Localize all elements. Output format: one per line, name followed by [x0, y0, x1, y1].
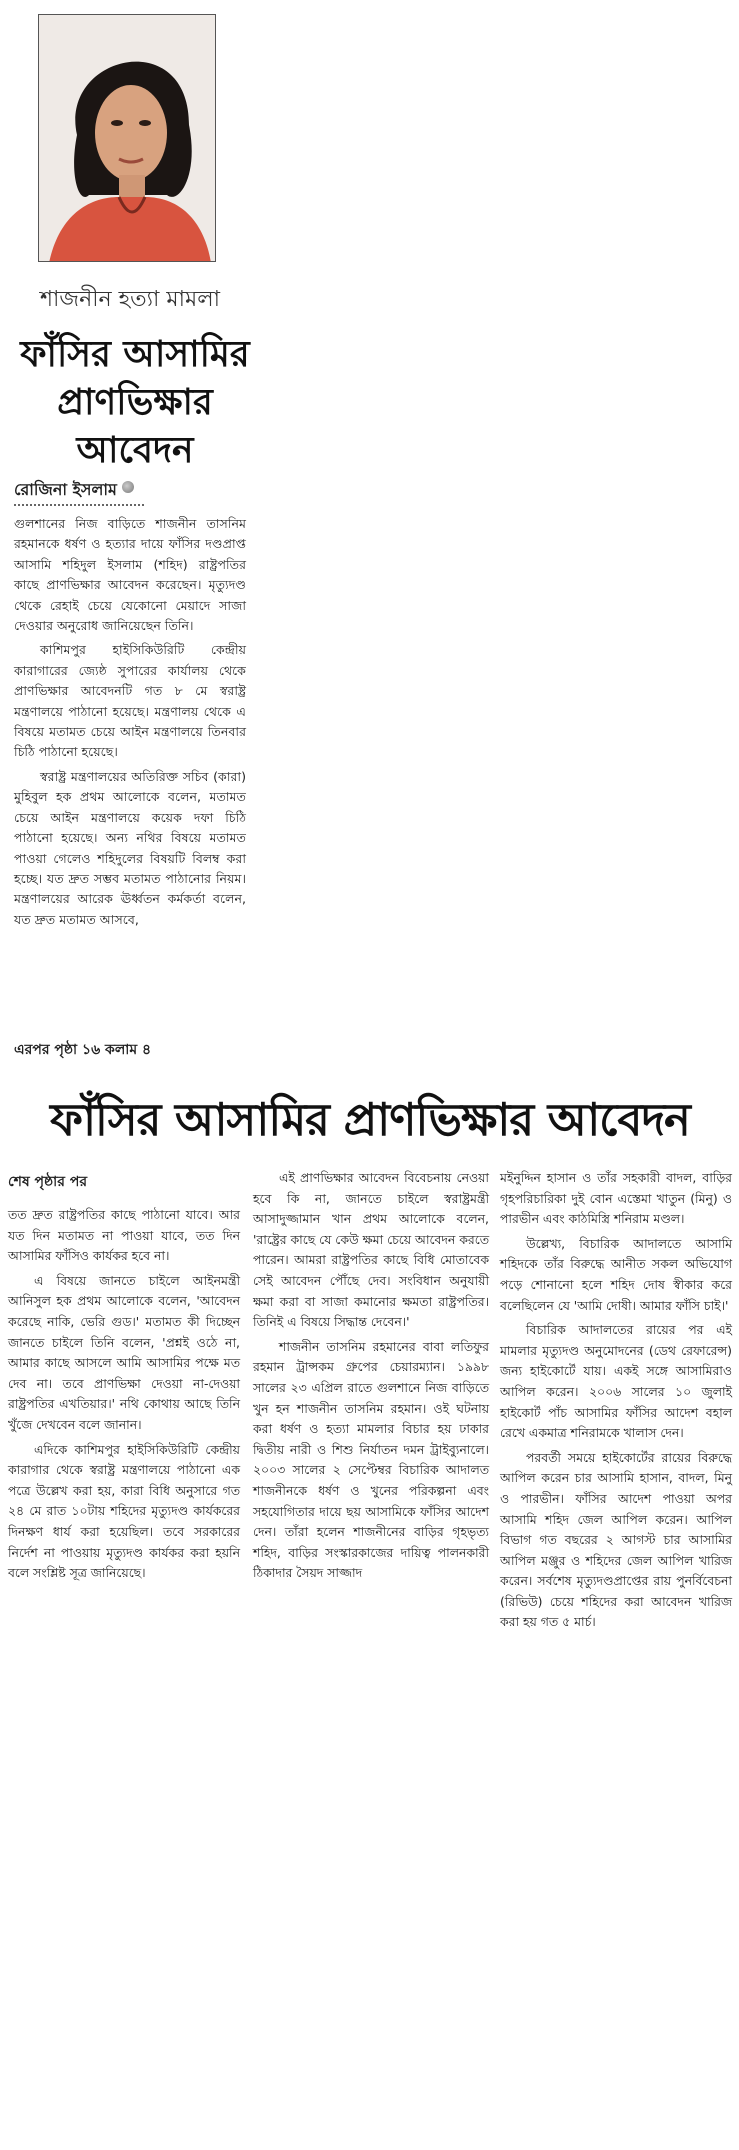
portrait-illustration — [39, 15, 216, 262]
continuation-label: শেষ পৃষ্ঠার পর — [8, 1174, 88, 1190]
article-kicker: শাজনীন হত্যা মামলা — [39, 287, 221, 312]
body-paragraph: এই প্রাণভিক্ষার আবেদন বিবেচনায় নেওয়া হবে কি না, জানতে চাইলে স্বরাষ্ট্রমন্ত্রী আসাদুজ্জামান খান প্রথম আলোকে বলেন, 'রাষ্ট্রের কাছে যে কেউ ক্ষমা চেয়ে আবেদন করতে পারেন। আমরা রাষ্ট্রপতির কাছে বিধি মোতাবেক সেই আবেদন পৌঁছে দেব। সংবিধান অনুযায়ী ক্ষমা করা বা সাজা কমানোর ক্ষমতা রাষ্ট্রপতির। তিনিই এ বিষয়ে সিদ্ধান্ত দেবেন।' — [253, 1170, 489, 1330]
body-paragraph: এ বিষয়ে জানতে চাইলে আইনমন্ত্রী আনিসুল হক প্রথম আলোকে বলেন, 'আবেদন করেছে নাকি, ভেরি গুড।' মতামত কী দিচ্ছেন জানতে চাইলে তিনি বলেন, 'প্রশ্নই ওঠে না, আমার কাছে আসলে আমি আসামির পক্ষে মত দেব না। তবে প্রাণভিক্ষা দেওয়া না-দেওয়া রাষ্ট্রপতির এখতিয়ার।' নথি কোথায় আছে তিনি খুঁজে দেখবেন বলে জানান। — [8, 1272, 240, 1432]
jump-line: এরপর পৃষ্ঠা ১৬ কলাম ৪ — [14, 1042, 152, 1058]
body-paragraph: তত দ্রুত রাষ্ট্রপতির কাছে পাঠানো যাবে। আর যত দিন মতামত না পাওয়া যাবে, তত দিন আসামির ফাঁসিও কার্যকর হবে না। — [8, 1207, 240, 1264]
continuation-column-1 — [8, 1205, 240, 1588]
body-paragraph: গুলশানের নিজ বাড়িতে শাজনীন তাসনিম রহমানকে ধর্ষণ ও হত্যার দায়ে ফাঁসির দণ্ডপ্রাপ্ত আসামি শহিদুল ইসলাম (শহিদ) রাষ্ট্রপতির কাছে প্রাণভিক্ষার আবেদন করেছেন। মৃত্যুদণ্ড থেকে রেহাই চেয়ে যেকোনো মেয়াদে সাজা দেওয়ার অনুরোধ জানিয়েছেন তিনি। — [14, 516, 246, 634]
continuation-column-2 — [253, 1168, 489, 1588]
article-body-column — [14, 514, 246, 934]
body-paragraph: পরবর্তী সময়ে হাইকোর্টের রায়ের বিরুদ্ধে আপিল করেন চার আসামি হাসান, বাদল, মিনু ও পারভীন। ফাঁসির আদেশ পাওয়া অপর আসামি শহিদ জেল আপিল করেন। আপিল বিভাগ গত বছরের ২ আগস্ট চার আসামির আপিল মঞ্জুর ও শহিদের জেল আপিল খারিজ করেন। সর্বশেষ মৃত্যুদণ্ডপ্রাপ্তের রায় পুনর্বিবেচনা (রিভিউ) চেয়ে শহিদের করা আবেদন খারিজ করা হয় গত ৫ মার্চ। — [500, 1449, 732, 1630]
headline-line: আবেদন — [76, 429, 194, 471]
continuation-headline: ফাঁসির আসামির প্রাণভিক্ষার আবেদন — [50, 1093, 690, 1146]
continuation-column-3 — [500, 1168, 732, 1637]
body-paragraph: এদিকে কাশিমপুর হাইসিকিউরিটি কেন্দ্রীয় কারাগার থেকে স্বরাষ্ট্র মন্ত্রণালয়ে পাঠানো এক পত্রে উল্লেখ করা হয়, কারা বিধি অনুসারে গত ২৪ মে রাত ১০টায় শহিদের মৃত্যুদণ্ড কার্যকরের দিনক্ষণ ধার্য করা হয়েছিল। তবে সরকারের নির্দেশ না পাওয়ায় মৃত্যুদণ্ড কার্যকর করা হয়নি বলে সংশ্লিষ্ট সূত্র জানিয়েছে। — [8, 1441, 240, 1581]
body-paragraph: মইনুদ্দিন হাসান ও তাঁর সহকারী বাদল, বাড়ির গৃহপরিচারিকা দুই বোন এস্তেমা খাতুন (মিনু) ও পারভীন এবং কাঠমিস্ত্রি শনিরাম মণ্ডল। — [500, 1170, 732, 1227]
body-paragraph: বিচারিক আদালতের রায়ের পর এই মামলার মৃত্যুদণ্ড অনুমোদনের (ডেথ রেফারেন্স) জন্য হাইকোর্টে যায়। একই সঙ্গে আসামিরাও আপিল করেন। ২০০৬ সালের ১০ জুলাই হাইকোর্ট পাঁচ আসামির ফাঁসির আদেশ বহাল রেখে একমাত্র শনিরামকে খালাস দেন। — [500, 1322, 732, 1441]
body-paragraph: কাশিমপুর হাইসিকিউরিটি কেন্দ্রীয় কারাগারের জ্যেষ্ঠ সুপারের কার্যালয় থেকে প্রাণভিক্ষার আবেদনটি গত ৮ মে স্বরাষ্ট্র মন্ত্রণালয়ে পাঠানো হয়েছে। মন্ত্রণালয় থেকে এ বিষয়ে মতামত চেয়ে আইন মন্ত্রণালয়ে তিনবার চিঠি পাঠানো হয়েছে। — [14, 642, 246, 760]
byline: রোজিনা ইসলাম — [14, 480, 117, 499]
dotted-divider — [14, 504, 144, 506]
portrait-photo — [38, 14, 216, 262]
body-paragraph: শাজনীন তাসনিম রহমানের বাবা লতিফুর রহমান ট্রান্সকম গ্রুপের চেয়ারম্যান। ১৯৯৮ সালের ২৩ এপ্রিল রাতে গুলশানে নিজ বাড়িতে খুন হন শাজনীন তাসনিম রহমান। ওই ঘটনায় করা ধর্ষণ ও হত্যা মামলার বিচার হয় ঢাকার দ্বিতীয় নারী ও শিশু নির্যাতন দমন ট্রাইব্যুনালে। ২০০৩ সালের ২ সেপ্টেম্বর বিচারিক আদালত শাজনীনকে ধর্ষণ ও খুনের পরিকল্পনা এবং সহযোগিতার দায়ে ছয় আসামিকে ফাঁসির আদেশ দেন। তাঁরা হলেন শাজনীনের বাড়ির গৃহভৃত্য শহিদ, বাড়ির সংস্কারকাজের দায়িত্ব পালনকারী ঠিকাদার সৈয়দ সাজ্জাদ — [253, 1338, 489, 1581]
body-paragraph: উল্লেখ্য, বিচারিক আদালতে আসামি শহিদকে তাঁর বিরুদ্ধে আনীত সকল অভিযোগ পড়ে শোনানো হলে শহিদ দোষ স্বীকার করে বলেছিলেন যে 'আমি দোষী। আমার ফাঁসি চাই।' — [500, 1235, 732, 1313]
headline-line: ফাঁসির আসামির — [20, 333, 250, 375]
headline-line: প্রাণভিক্ষার — [57, 381, 213, 423]
bullet-icon — [122, 481, 134, 493]
article-headline — [20, 330, 250, 474]
body-paragraph: স্বরাষ্ট্র মন্ত্রণালয়ের অতিরিক্ত সচিব (কারা) মুহিবুল হক প্রথম আলোকে বলেন, মতামত চেয়ে আইন মন্ত্রণালয়ে কয়েক দফা চিঠি পাঠানো হয়েছে। অন্য নথির বিষয়ে মতামত পাওয়া গেলেও শহিদুলের বিষয়টি বিলম্ব করা হচ্ছে। যত দ্রুত সম্ভব মতামত পাঠানোর নিয়ম। মন্ত্রণালয়ের আরেক ঊর্ধ্বতন কর্মকর্তা বলেন, যত দ্রুত মতামত আসবে, — [14, 768, 246, 927]
